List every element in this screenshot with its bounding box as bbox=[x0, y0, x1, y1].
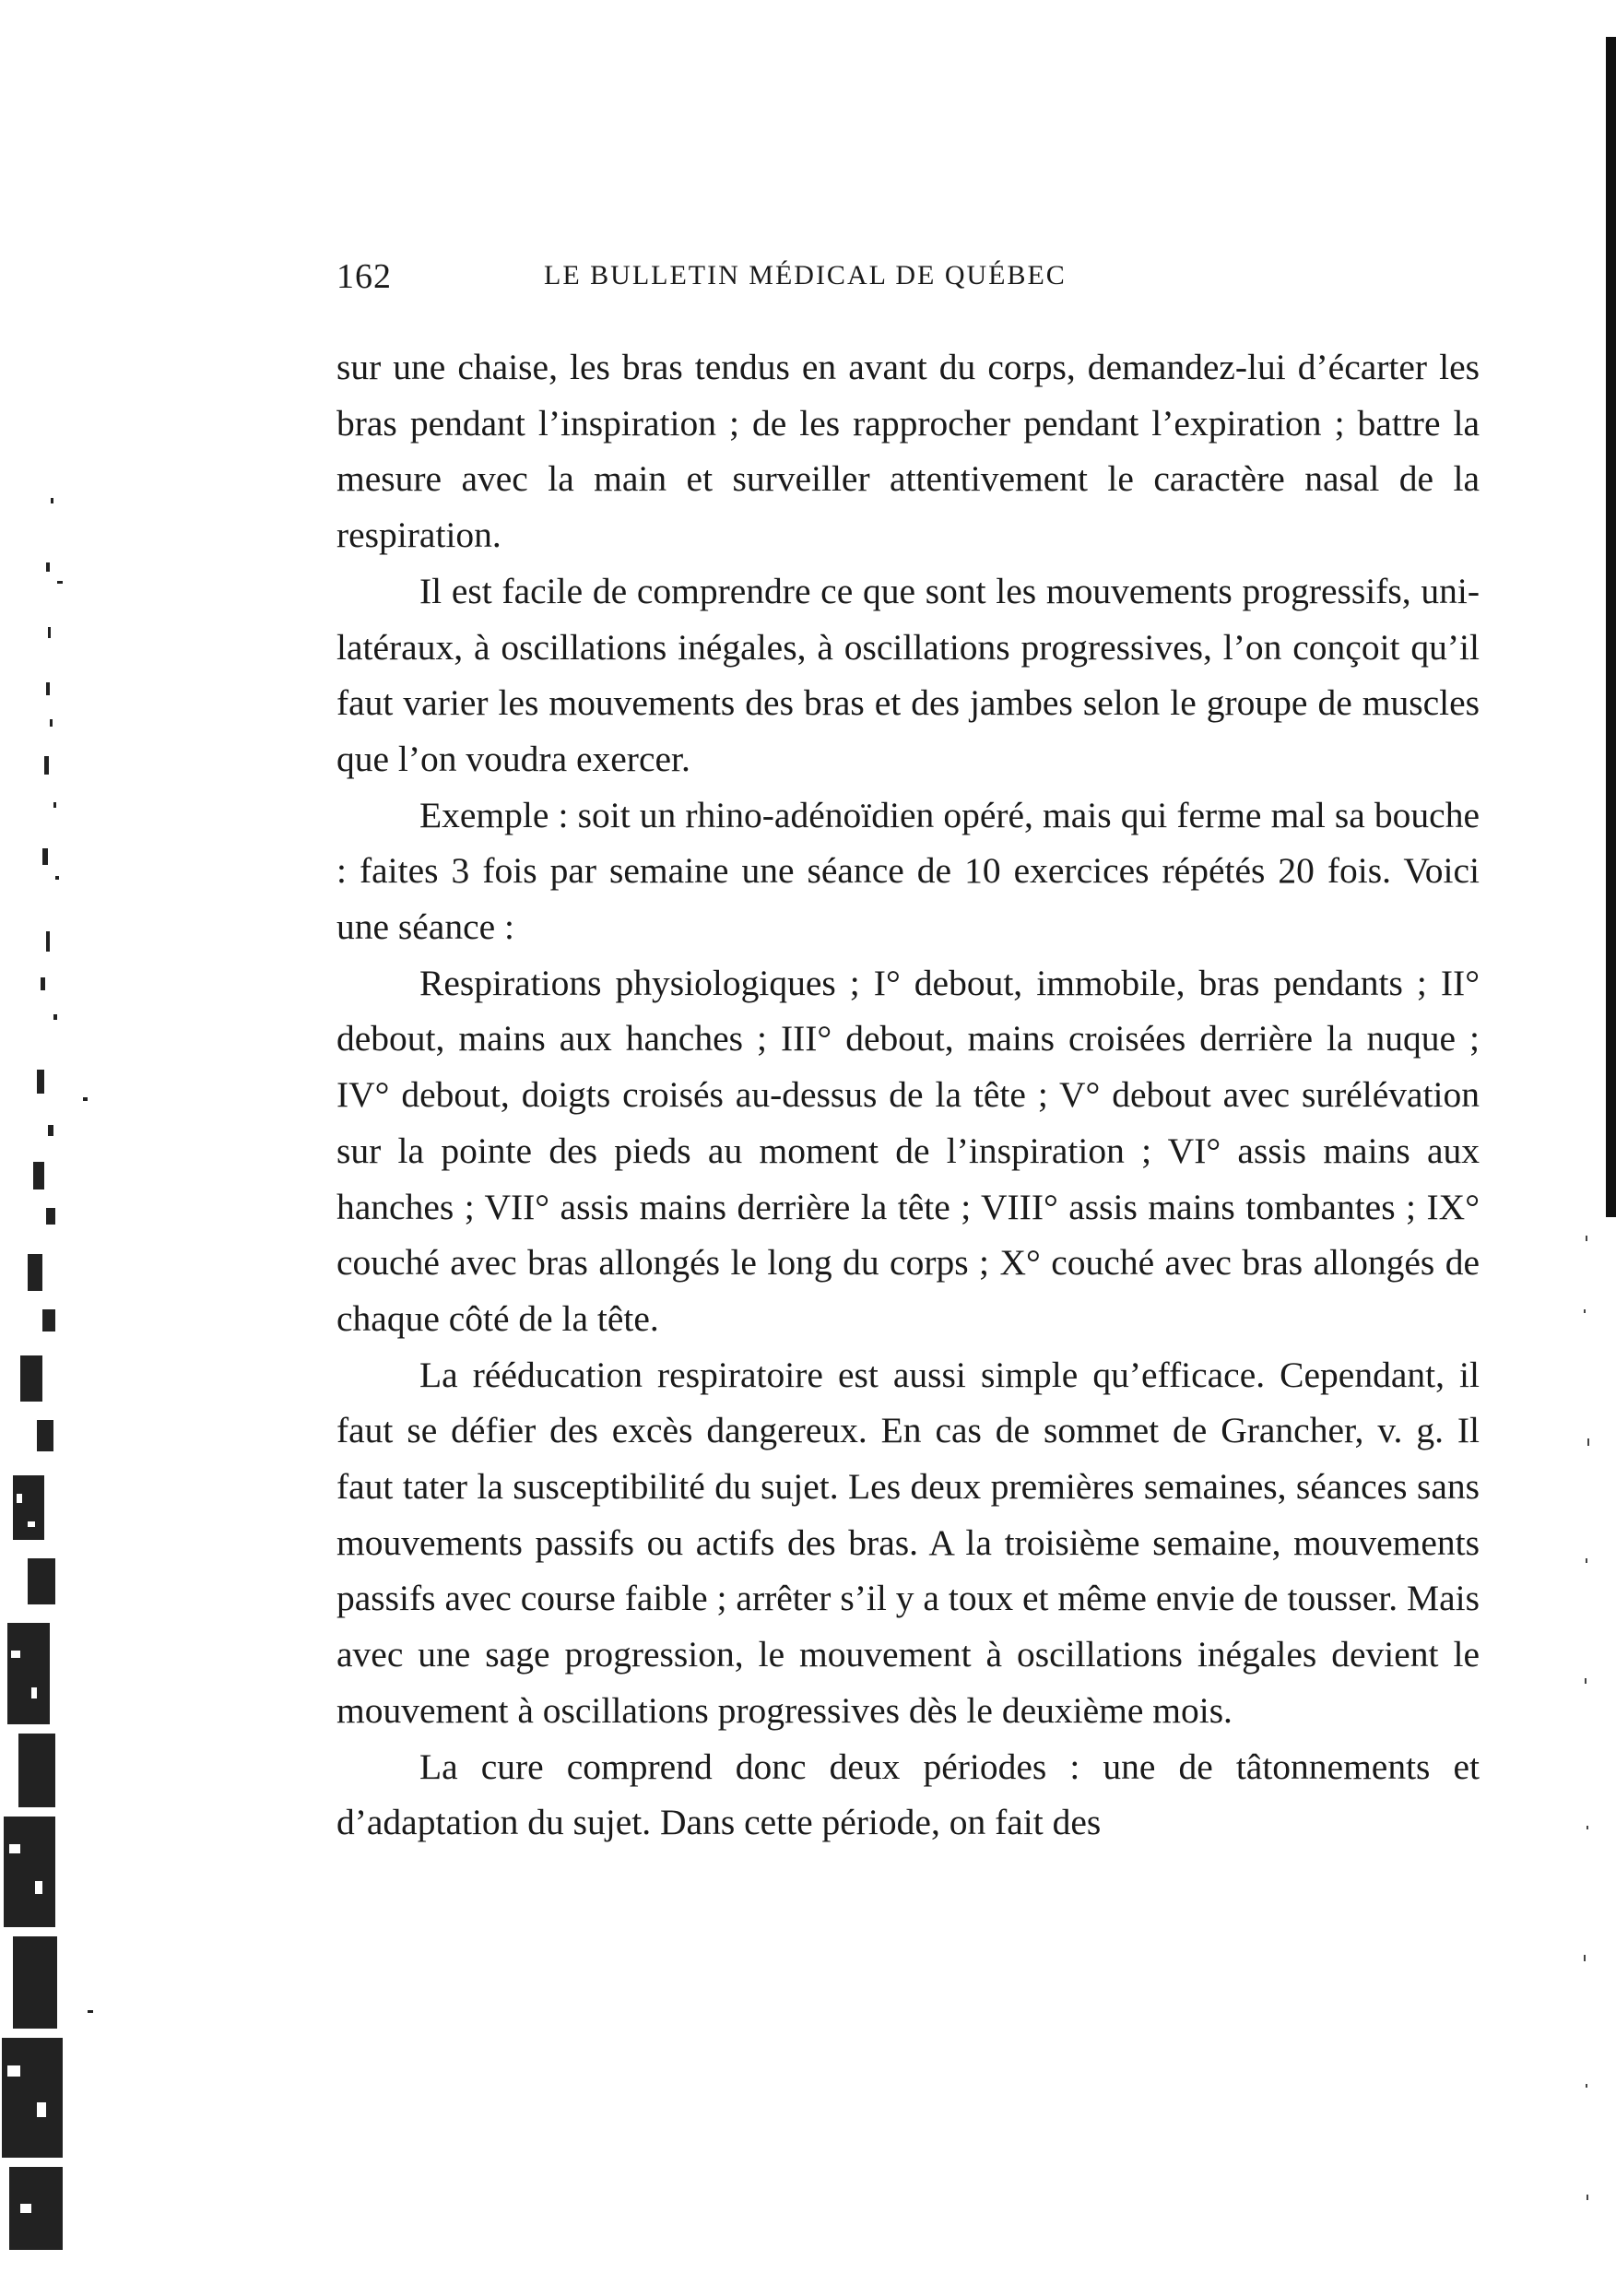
running-head bbox=[336, 256, 1235, 302]
scan-gutter-noise bbox=[0, 498, 101, 2250]
running-title: LE BULLETIN MÉDICAL DE QUÉBEC bbox=[544, 260, 1067, 290]
paragraph: La cure comprend donc deux périodes : une de tâtonnements et d’adaptation du sujet. Dans cette période, on fait des bbox=[336, 1746, 1480, 1843]
paragraph: Exemple : soit un rhino-adénoïdien opéré, mais qui ferme mal sa bouche : faites 3 fois par semaine une séance de 10 exercices répétés 20 fois. Voici une séance : bbox=[336, 794, 1480, 948]
paragraph: La rééducation respiratoire est aussi simple qu’efficace. Cependant, il faut se défier des excès dangereux. En cas de sommet de Grancher, v. g. Il faut tater la susceptibilité du sujet. Les deux premières semaines, séances sans mouvements passifs ou actifs des bras. A la troisième semaine, mouvements passifs avec course faible ; arrêter s’il y a toux et même envie de tousser. Mais avec une sage progression, le mouvement à oscillations inégales devient le mouvement à oscillations progressives dès le deuxième mois. bbox=[336, 1354, 1480, 1731]
page-number: 162 bbox=[336, 257, 392, 296]
page-edge-specks bbox=[1567, 1199, 1604, 2259]
paragraph: Il est facile de comprendre ce que sont les mouvements progressifs, uni-latéraux, à oscillations inégales, à oscillations progressives, l’on conçoit qu’il faut varier les mouvements des bras et des jambes selon le groupe de muscles que l’on voudra exercer. bbox=[336, 570, 1480, 779]
paragraph: Respirations physiologiques ; I° debout, immobile, bras pendants ; II° debout, mains aux hanches ; III° debout, mains croisées derrière la nuque ; IV° debout, doigts croisés au-dessus de la tête ; V° debout avec surélévation sur la pointe des pieds au moment de l’inspiration ; VI° assis mains aux hanches ; VII° assis mains derrière la tête ; VIII° assis mains tombantes ; IX° couché avec bras allongés le long du corps ; X° couché avec bras allongés de chaque côté de la tête. bbox=[336, 962, 1480, 1339]
page-edge-shadow bbox=[1606, 37, 1616, 1217]
paragraph-continued: sur une chaise, les bras tendus en avant du corps, demandez-lui d’écarter les bras pendant l’inspiration ; de les rapprocher pendant l’expiration ; battre la mesure avec la main et surveiller attentivement le caractère nasal de la respiration. bbox=[336, 347, 1480, 556]
body-text bbox=[336, 339, 1480, 1851]
